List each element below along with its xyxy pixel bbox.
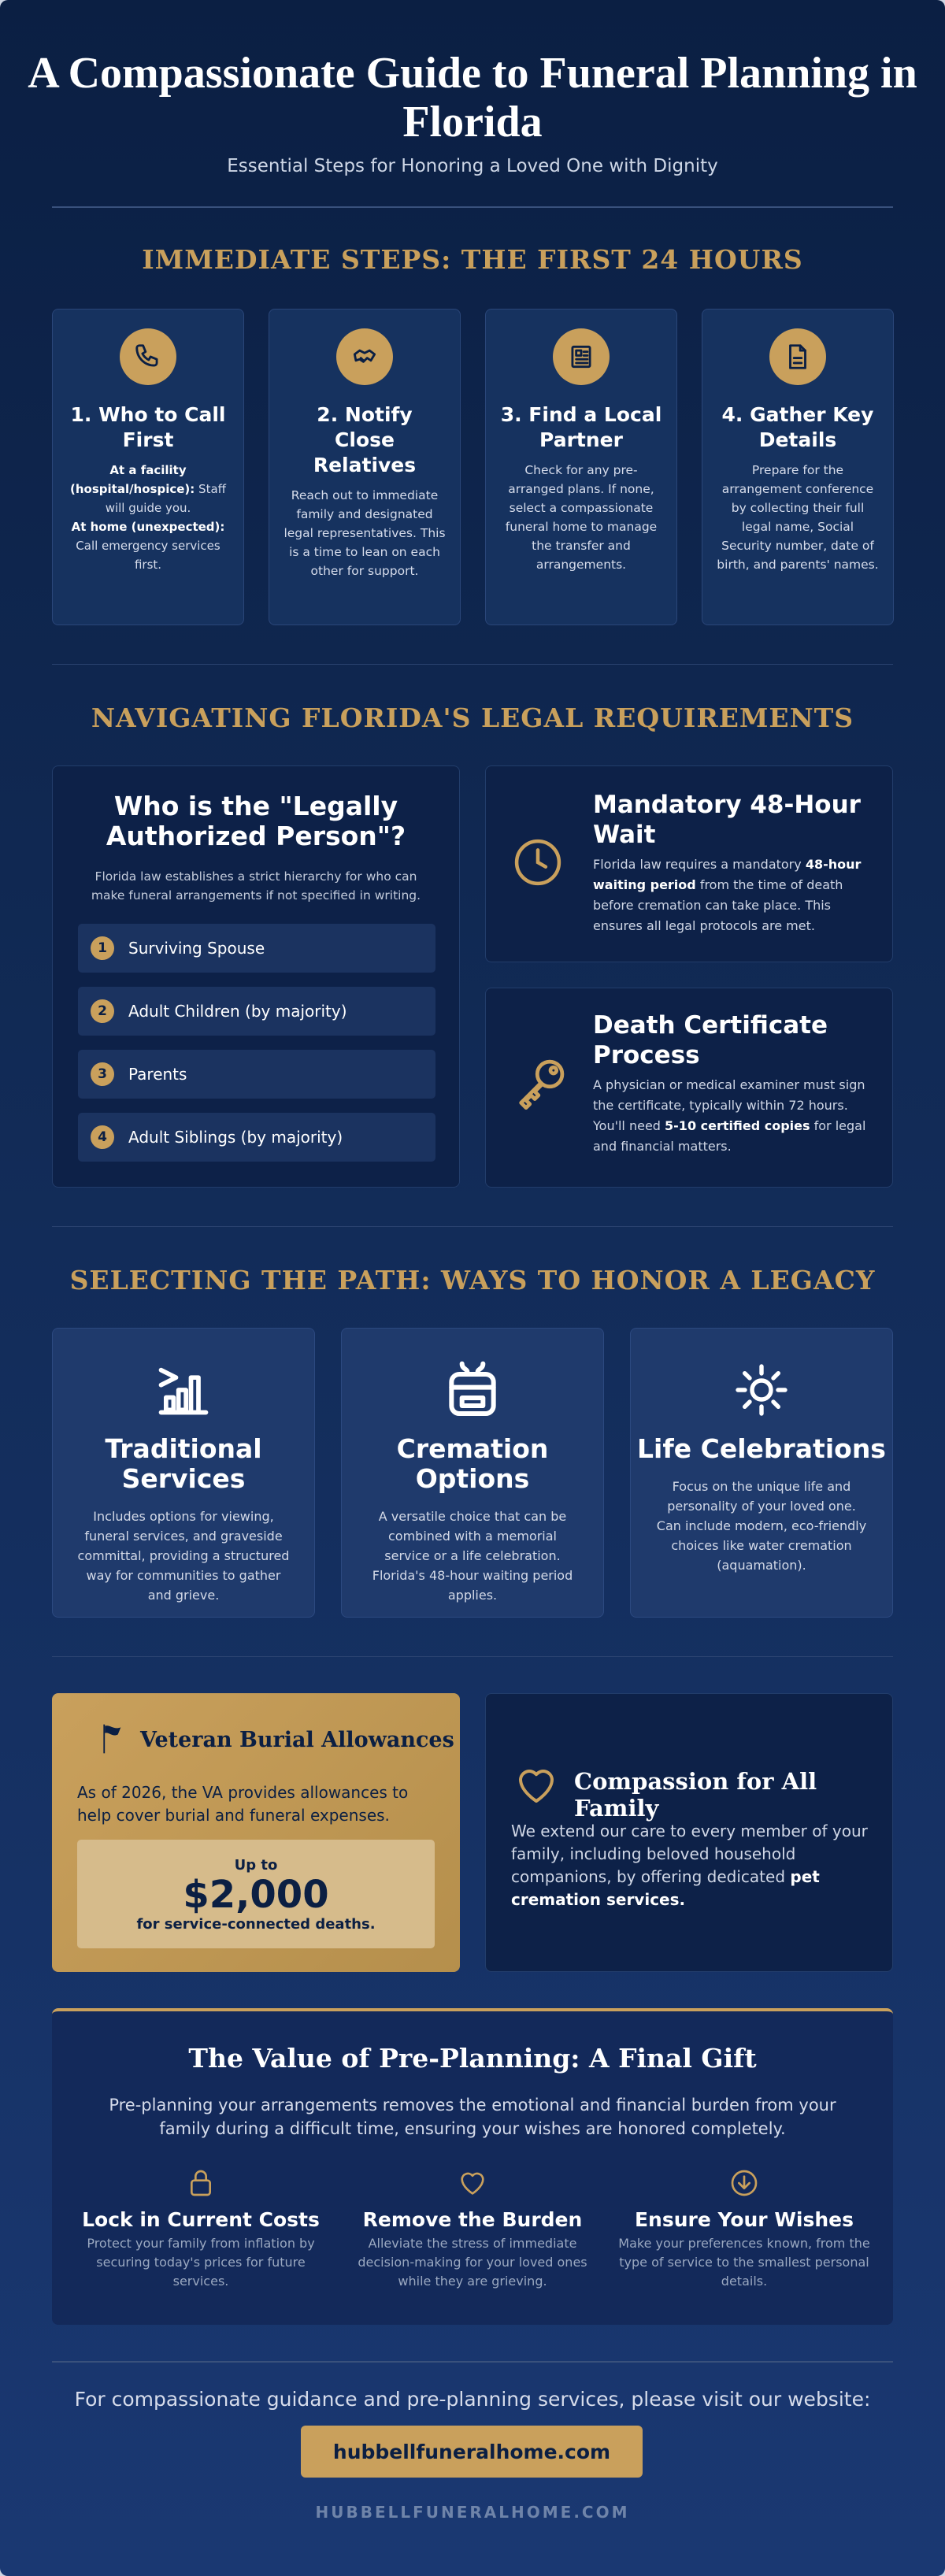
benefit-item xyxy=(343,2166,602,2291)
step-card-2 xyxy=(269,309,461,625)
veteran-title: Veteran Burial Allowances xyxy=(140,1728,454,1752)
path-title: Life Celebrations xyxy=(637,1433,886,1464)
compassion-text xyxy=(511,1820,873,1911)
step-title: 4. Gather Key Details xyxy=(721,403,874,451)
text-bold: 48-hour waiting period xyxy=(593,857,862,892)
step-card-1 xyxy=(52,309,244,625)
section-heading-paths: SELECTING THE PATH: WAYS TO HONOR A LEGACY xyxy=(69,1265,876,1295)
hierarchy-item xyxy=(78,1113,435,1162)
footer-text: For compassionate guidance and pre-planning services, please visit our website: xyxy=(74,2388,871,2411)
hierarchy-label: Parents xyxy=(128,1065,187,1084)
waiting-period-card xyxy=(485,765,893,962)
benefit-text: Make your preferences known, from the type of service to the smallest personal details. xyxy=(618,2236,870,2289)
website-button[interactable]: hubbellfuneralhome.com xyxy=(301,2426,643,2478)
step-card-4 xyxy=(702,309,894,625)
clock-icon xyxy=(511,836,565,892)
step-text-part: Call emergency services first. xyxy=(76,539,220,572)
divider xyxy=(52,664,893,665)
benefit-text: Alleviate the stress of immediate decision-making for your loved ones while they are grieving. xyxy=(358,2236,587,2289)
hierarchy-number: 2 xyxy=(91,999,114,1023)
veteran-text: As of 2026, the VA provides allowances to help cover burial and funeral expenses. xyxy=(77,1783,409,1825)
benefit-title: Remove the Burden xyxy=(362,2208,583,2231)
amount-condition: for service-connected deaths. xyxy=(136,1916,376,1933)
heart-icon xyxy=(513,1762,560,1812)
divider xyxy=(52,2361,893,2363)
divider xyxy=(52,206,893,208)
preplanning-panel xyxy=(52,2008,893,2325)
newspaper-icon xyxy=(553,328,610,385)
divider xyxy=(52,1656,893,1657)
download-circle-icon xyxy=(727,2166,762,2200)
compassion-card xyxy=(485,1693,893,1972)
allowance-amount: $2,000 xyxy=(183,1873,329,1917)
benefit-item xyxy=(71,2166,331,2291)
text-part: We extend our care to every member of your family, including beloved household companions, by offering dedicated xyxy=(511,1822,868,1886)
text-part: from the time of death before cremation can take place. This ensures all legal protocols are met. xyxy=(593,877,843,933)
text-part: Florida law requires a mandatory xyxy=(593,857,806,872)
path-card-celebrations xyxy=(630,1328,893,1618)
step-title: 3. Find a Local Partner xyxy=(500,403,662,451)
authorized-person-card xyxy=(52,765,460,1188)
hierarchy-label: Surviving Spouse xyxy=(128,939,265,958)
authorized-title: Who is the "Legally Authorized Person"? xyxy=(106,791,406,851)
lock-icon xyxy=(183,2166,218,2200)
hierarchy-number: 3 xyxy=(91,1062,114,1086)
hierarchy-item xyxy=(78,987,435,1036)
step-card-3 xyxy=(485,309,677,625)
path-text: Focus on the unique life and personality of your loved one. Can include modern, eco-friendly choices like water cremation (aquamation). xyxy=(656,1479,867,1573)
flag-icon xyxy=(98,1722,132,1759)
hierarchy-item xyxy=(78,1050,435,1099)
document-icon xyxy=(769,328,826,385)
step-text xyxy=(67,461,229,574)
text-part: A physician or medical examiner must sign the certificate, typically within 72 hours. You'll need xyxy=(593,1077,865,1133)
sun-icon xyxy=(730,1358,793,1421)
urn-icon xyxy=(441,1358,504,1421)
divider xyxy=(52,1226,893,1227)
page-subtitle: Essential Steps for Honoring a Loved One with Dignity xyxy=(227,156,718,176)
footer-domain: HUBBELLFUNERALHOME.COM xyxy=(315,2503,630,2522)
step-title: 2. Notify Close Relatives xyxy=(313,403,417,476)
preplanning-title: The Value of Pre-Planning: A Final Gift xyxy=(188,2043,757,2074)
preplanning-text: Pre-planning your arrangements removes the emotional and financial burden from your family during a difficult time, ensuring your wishes are honored completely. xyxy=(109,2096,836,2138)
benefit-title: Ensure Your Wishes xyxy=(634,2208,854,2231)
waiting-text xyxy=(593,854,869,936)
certificate-text xyxy=(593,1075,869,1157)
page-title: A Compassionate Guide to Funeral Planning in Florida xyxy=(28,49,917,146)
hierarchy-number: 4 xyxy=(91,1125,114,1149)
benefit-item xyxy=(614,2166,874,2291)
text-part: for legal and financial matters. xyxy=(593,1118,866,1154)
waiting-title: Mandatory 48-Hour Wait xyxy=(593,791,861,849)
path-card-cremation xyxy=(341,1328,604,1618)
path-title: Cremation Options xyxy=(396,1433,549,1494)
path-title: Traditional Services xyxy=(105,1433,262,1494)
step-text: Reach out to immediate family and designated legal representatives. This is a time to lean on each other for support. xyxy=(284,488,446,578)
chart-icon xyxy=(152,1358,215,1421)
handshake-icon xyxy=(336,328,393,385)
veteran-allowance-card xyxy=(52,1693,460,1972)
step-title: 1. Who to Call First xyxy=(70,403,226,451)
text-bold: pet cremation services. xyxy=(511,1867,820,1909)
path-card-traditional xyxy=(52,1328,315,1618)
step-text-part: Staff will guide you. xyxy=(105,482,226,515)
hierarchy-item xyxy=(78,924,435,973)
step-text: Check for any pre-arranged plans. If none, select a compassionate funeral home to manage the transfer and arrangements. xyxy=(505,463,658,572)
text-bold: 5-10 certified copies xyxy=(665,1118,810,1133)
section-heading-legal: NAVIGATING FLORIDA'S LEGAL REQUIREMENTS xyxy=(91,702,854,733)
path-text: Includes options for viewing, funeral services, and graveside committal, providing a structured way for communities to gather and grieve. xyxy=(77,1509,290,1603)
step-text-bold: At home (unexpected): xyxy=(71,520,225,534)
hierarchy-number: 1 xyxy=(91,936,114,960)
section-heading-immediate: IMMEDIATE STEPS: THE FIRST 24 HOURS xyxy=(142,244,803,275)
compassion-title: Compassion for All Family xyxy=(574,1768,817,1822)
path-text: A versatile choice that can be combined with a memorial service or a life celebration. Florida's 48-hour waiting period applies. xyxy=(372,1509,573,1603)
certificate-title: Death Certificate Process xyxy=(593,1011,828,1069)
benefit-text: Protect your family from inflation by securing today's prices for future services. xyxy=(87,2236,315,2289)
benefit-title: Lock in Current Costs xyxy=(82,2208,320,2231)
authorized-description: Florida law establishes a strict hierarchy for who can make funeral arrangements if not specified in writing. xyxy=(91,869,421,903)
allowance-amount-box xyxy=(77,1840,435,1948)
hierarchy-label: Adult Children (by majority) xyxy=(128,1002,347,1021)
phone-icon xyxy=(120,328,176,385)
heart-icon xyxy=(455,2166,490,2200)
key-icon xyxy=(511,1053,571,1116)
step-text: Prepare for the arrangement conference by collecting their full legal name, Social Security number, date of birth, and parents' names. xyxy=(717,463,879,572)
step-text-bold: At a facility (hospital/hospice): xyxy=(70,463,195,496)
death-certificate-card xyxy=(485,988,893,1188)
amount-prefix: Up to xyxy=(234,1857,278,1874)
hierarchy-label: Adult Siblings (by majority) xyxy=(128,1128,343,1147)
